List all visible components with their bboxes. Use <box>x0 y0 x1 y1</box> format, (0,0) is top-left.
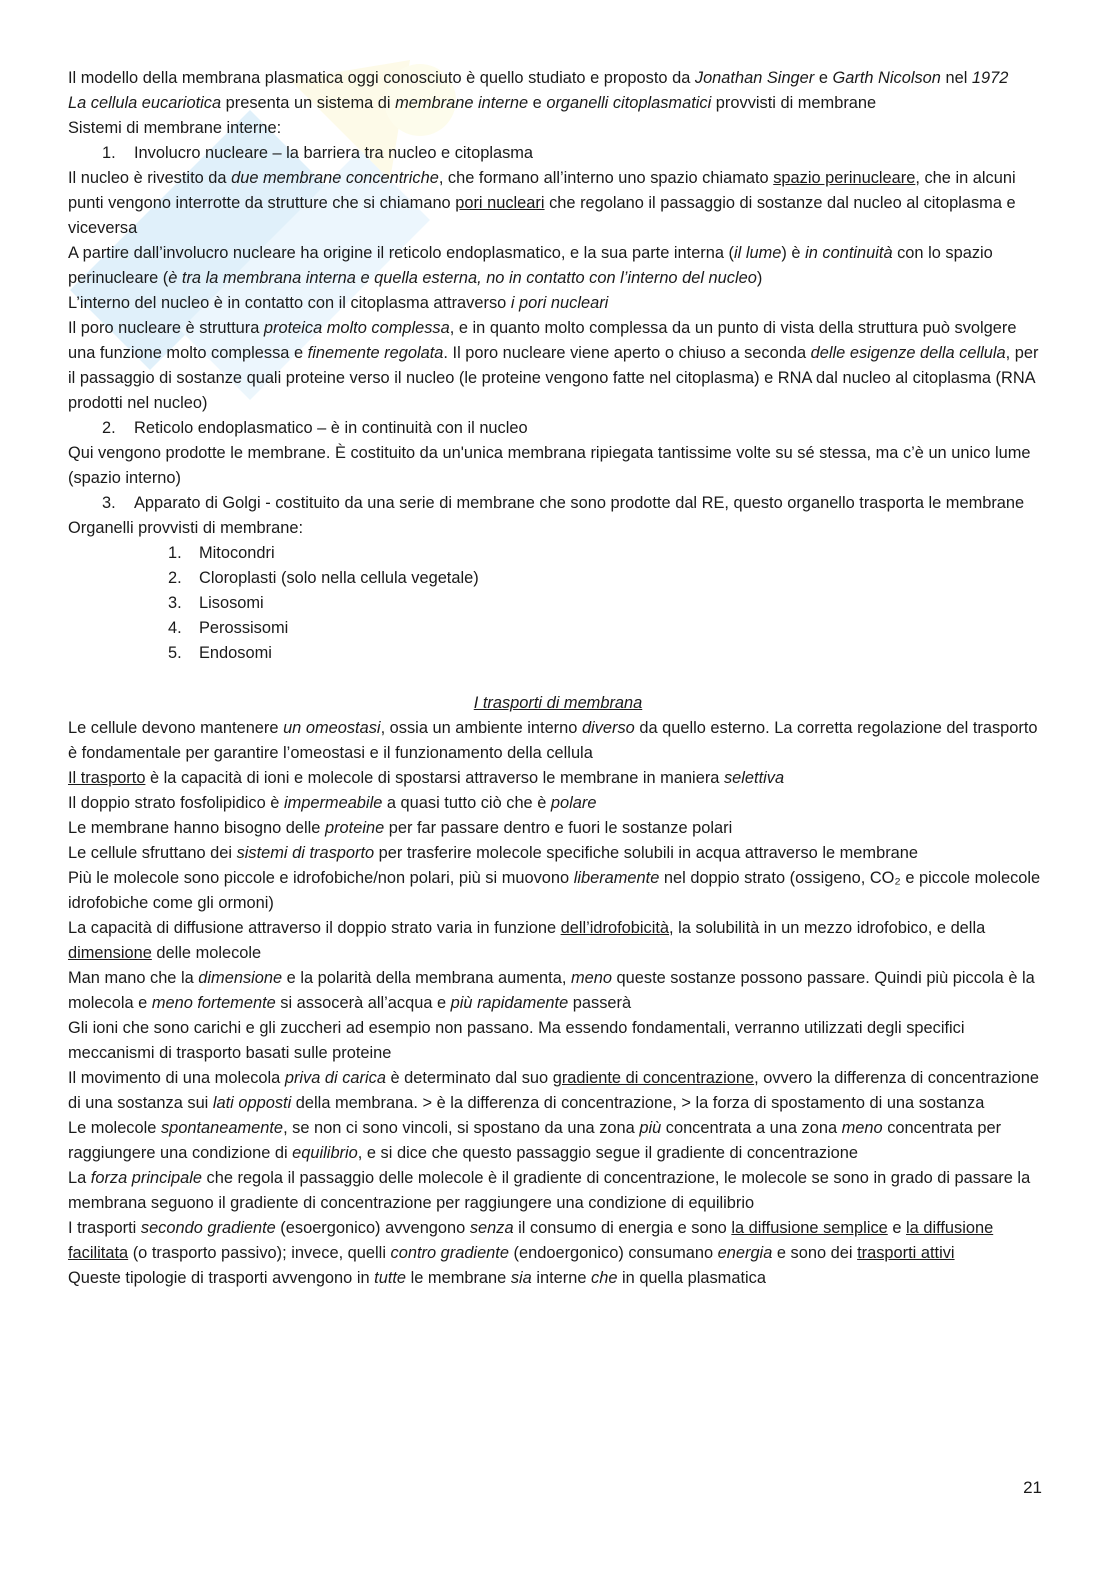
paragraph-er-origin: A partire dall’involucro nucleare ha origine il reticolo endoplasmatico, e la sua parte interna (il lume) è in continuità con lo spazio perinucleare (è tra la membrana interna e quella esterna, no in contatto con l’interno del nucleo) <box>68 244 993 287</box>
paragraph-transport-systems: Le cellule sfruttano dei sistemi di trasporto per trasferire molecole specifiche solubili in acqua attraverso le membrane <box>68 844 919 862</box>
list-item: 3. Apparato di Golgi - costituito da una serie di membrane che sono prodotte dal RE, questo organello trasporta le membrane <box>102 494 1025 512</box>
section-title: I trasporti di membrana <box>473 694 643 712</box>
list-internal-membranes-3 <box>68 491 1048 516</box>
paragraph-main-force: La forza principale che regola il passaggio delle molecole è il gradiente di concentrazione, le molecole se sono in grado di passare la membrana seguono il gradiente di concentrazione per raggiungere una condizione di equilibrio <box>68 1169 1031 1212</box>
paragraph-transport-def: Il trasporto è la capacità di ioni e molecole di spostarsi attraverso le membrane in maniera selettiva <box>68 769 785 787</box>
list-internal-membranes-2 <box>68 416 1048 441</box>
list-internal-membranes-1 <box>68 141 1048 166</box>
heading-organelles: Organelli provvisti di membrane: <box>68 519 304 537</box>
paragraph-gradient: Il movimento di una molecola priva di carica è determinato dal suo gradiente di concentrazione, ovvero la differenza di concentrazione di una sostanza sui lati opposti della membrana. > è la differenza di concentrazione, > la forza di spostamento di una sostanza <box>68 1069 1039 1112</box>
list-item: 2. Cloroplasti (solo nella cellula vegetale) <box>168 569 479 587</box>
heading-internal-membranes: Sistemi di membrane interne: <box>68 119 282 137</box>
paragraph-small-molecules: Più le molecole sono piccole e idrofobiche/non polari, più si muovono liberamente nel doppio strato (ossigeno, CO₂ e piccole molecole idrofobiche come gli ormoni) <box>68 869 1041 912</box>
paragraph-diffusion-capacity: La capacità di diffusione attraverso il doppio strato varia in funzione dell’idrofobicità, la solubilità in un mezzo idrofobico, e della dimensione delle molecole <box>68 919 986 962</box>
page-number: 21 <box>1023 1478 1042 1497</box>
paragraph-size-polarity: Man mano che la dimensione e la polarità della membrana aumenta, meno queste sostanze possono passare. Quindi più piccola è la molecola e meno fortemente si assocerà all’acqua e più rapidamente passerà <box>68 969 1035 1012</box>
list-item: 1. Mitocondri <box>168 544 275 562</box>
paragraph-nuclear-pore: Il poro nucleare è struttura proteica molto complessa, e in quanto molto complessa da un punto di vista della struttura può svolgere una funzione molto complessa e finemente regolata. Il poro nucleare viene aperto o chiuso a seconda delle esigenze della cellula, per il passaggio di sostanze quali proteine verso il nucleo (le proteine vengono fatte nel citoplasma) e RNA dal nucleo al citoplasma (RNA prodotti nel nucleo) <box>68 319 1039 412</box>
list-organelles <box>68 541 1048 666</box>
paragraph-eukaryotic: La cellula eucariotica presenta un sistema di membrane interne e organelli citoplasmatici provvisti di membrane <box>68 94 877 112</box>
document-body <box>68 66 1048 1291</box>
paragraph-nucleus-contact: L’interno del nucleo è in contatto con il citoplasma attraverso i pori nucleari <box>68 294 609 312</box>
list-item: 3. Lisosomi <box>168 594 264 612</box>
paragraph-proteins: Le membrane hanno bisogno delle proteine per far passare dentro e fuori le sostanze polari <box>68 819 733 837</box>
paragraph-bilayer: Il doppio strato fosfolipidico è impermeabile a quasi tutto ciò che è polare <box>68 794 597 812</box>
paragraph-homeostasis: Le cellule devono mantenere un omeostasi, ossia un ambiente interno diverso da quello esterno. La corretta regolazione del trasporto è fondamentale per garantire l’omeostasi e il funzionamento della cellula <box>68 719 1038 762</box>
list-item: 4. Perossisomi <box>168 619 289 637</box>
list-item: 1. Involucro nucleare – la barriera tra nucleo e citoplasma <box>102 144 534 162</box>
paragraph-intro: Il modello della membrana plasmatica oggi conosciuto è quello studiato e proposto da Jonathan Singer e Garth Nicolson nel 1972 <box>68 69 1009 87</box>
list-item: 5. Endosomi <box>168 644 272 662</box>
paragraph-spontaneous: Le molecole spontaneamente, se non ci sono vincoli, si spostano da una zona più concentrata a una zona meno concentrata per raggiungere una condizione di equilibrio, e si dice che questo passaggio segue il gradiente di concentrazione <box>68 1119 1002 1162</box>
paragraph-er: Qui vengono prodotte le membrane. È costituito da un'unica membrana ripiegata tantissime volte su sé stessa, ma c’è un unico lume (spazio interno) <box>68 444 1031 487</box>
list-item: 2. Reticolo endoplasmatico – è in continuità con il nucleo <box>102 419 528 437</box>
paragraph-ions-sugars: Gli ioni che sono carichi e gli zuccheri ad esempio non passano. Ma essendo fondamentali, verranno utilizzati degli specifici meccanismi di trasporto basati sulle proteine <box>68 1019 965 1062</box>
paragraph-all-membranes: Queste tipologie di trasporti avvengono in tutte le membrane sia interne che in quella plasmatica <box>68 1269 766 1287</box>
paragraph-nucleus: Il nucleo è rivestito da due membrane concentriche, che formano all’interno uno spazio chiamato spazio perinucleare, che in alcuni punti vengono interrotte da strutture che si chiamano pori nucleari che regolano il passaggio di sostanze dal nucleo al citoplasma e viceversa <box>68 169 1016 237</box>
paragraph-transport-types: I trasporti secondo gradiente (esoergonico) avvengono senza il consumo di energia e sono la diffusione semplice e la diffusione facilitata (o trasporto passivo); invece, quelli contro gradiente (endoergonico) consumano energia e sono dei trasporti attivi <box>68 1219 994 1262</box>
